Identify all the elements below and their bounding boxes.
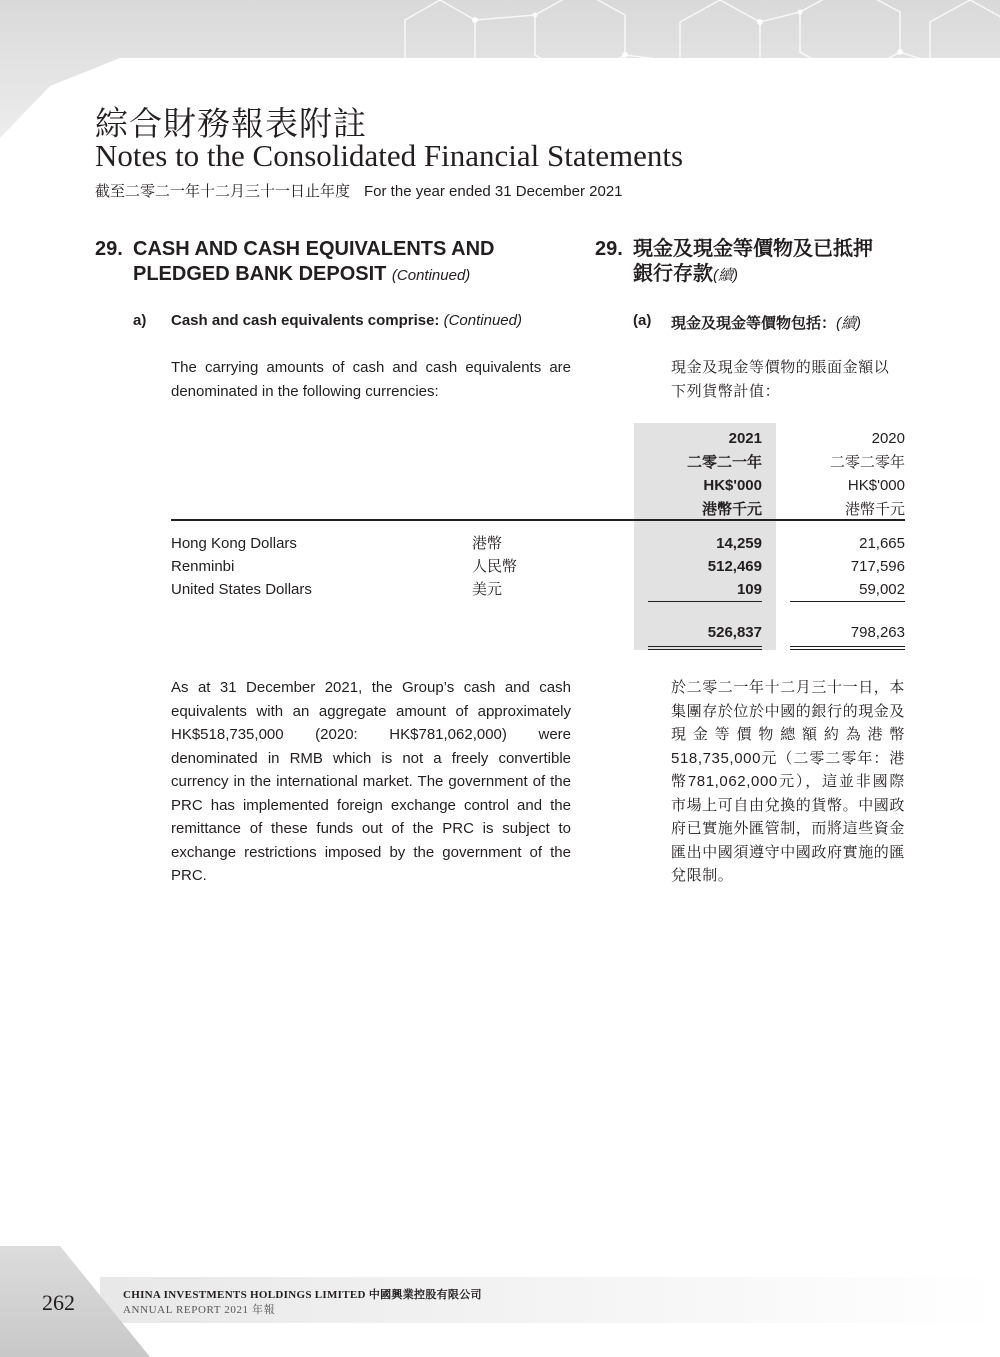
intro-paragraph-zh xyxy=(671,356,905,403)
period-en: For the year ended 31 December 2021 xyxy=(364,183,623,200)
intro-paragraph-en: The carrying amounts of cash and cash equivalents are denominated in the following currencies: xyxy=(171,359,571,400)
section-heading-zh xyxy=(595,237,873,288)
row-currency-en: Hong Kong Dollars xyxy=(171,535,297,552)
subtotal-rule-2020 xyxy=(790,601,905,602)
table-row xyxy=(171,555,905,579)
col-2021-year: 2021 xyxy=(728,430,762,447)
row-value-2020: 21,665 xyxy=(859,535,905,552)
subtotal-rule-2021 xyxy=(648,601,762,602)
section-title-en-line2: PLEDGED BANK DEPOSIT xyxy=(133,263,387,285)
subsection-label-zh: (a) xyxy=(633,312,652,329)
table-row xyxy=(171,578,905,602)
col-2021-unit-zh: 港幣千元 xyxy=(701,500,762,518)
total-double-rule-2021 xyxy=(648,646,762,650)
section-title-en-line1: CASH AND CASH EQUIVALENTS AND xyxy=(133,238,495,260)
total-value-2020: 798,263 xyxy=(850,624,905,641)
col-2020-year: 2020 xyxy=(871,430,905,447)
row-value-2021: 14,259 xyxy=(716,535,762,552)
column-header-2020 xyxy=(780,427,905,521)
intro-zh-line2: 下列貨幣計值： xyxy=(671,382,781,400)
section-title-zh-line1: 現金及現金等價物及已抵押 xyxy=(633,238,873,260)
note-paragraph-en: As at 31 December 2021, the Group’s cash and cash equivalents with an aggregate amount of approximately HK$518,735,000 (2020: HK$781,062,000) were denominated in RMB which is not a freely convertible currency in the international market. The government of the PRC has implemented foreign exchange control and the remittance of these funds out of the PRC is subject to exchange restrictions imposed by the government of the PRC. xyxy=(171,679,571,884)
page-title-en: Notes to the Consolidated Financial Statements xyxy=(95,138,684,173)
total-value-2021: 526,837 xyxy=(707,624,762,641)
section-continued-en: (Continued) xyxy=(391,267,471,284)
row-currency-zh: 人民幣 xyxy=(472,558,518,575)
table-header-rule xyxy=(171,519,905,521)
section-continued-zh: (續) xyxy=(713,267,738,284)
total-double-rule-2020 xyxy=(790,646,905,650)
section-number-zh: 29. xyxy=(595,238,623,260)
row-value-2021: 512,469 xyxy=(707,558,762,575)
section-number: 29. xyxy=(95,238,123,260)
section-title-zh-line2: 銀行存款 xyxy=(633,263,713,285)
col-2020-unit: HK$'000 xyxy=(847,477,905,494)
table-total-row xyxy=(171,621,905,645)
subsection-label-en: a) xyxy=(133,312,147,329)
column-header-2021 xyxy=(640,427,762,521)
subsection-heading-en xyxy=(171,312,522,329)
col-2021-year-zh: 二零二一年 xyxy=(686,453,762,471)
row-currency-en: Renminbi xyxy=(171,558,235,575)
row-currency-zh: 美元 xyxy=(472,581,503,598)
period-zh: 截至二零二一年十二月三十一日止年度 xyxy=(95,183,351,200)
subsection-heading-zh xyxy=(671,312,861,333)
intro-zh-line1: 現金及現金等價物的賬面金額以 xyxy=(671,359,890,376)
page-number: 262 xyxy=(42,1290,75,1315)
row-currency-zh: 港幣 xyxy=(472,535,503,552)
subsection-continued-en: (Continued) xyxy=(443,312,522,329)
row-value-2020: 717,596 xyxy=(850,558,905,575)
subsection-heading-en-text: Cash and cash equivalents comprise: xyxy=(171,312,440,329)
col-2021-unit: HK$'000 xyxy=(703,477,762,494)
section-heading-en xyxy=(95,237,495,288)
page-title-zh: 綜合財務報表附註 xyxy=(95,104,367,143)
footer-report-name: ANNUAL REPORT 2021 年報 xyxy=(123,1304,276,1316)
footer-company-name: CHINA INVESTMENTS HOLDINGS LIMITED 中國興業控股有限公司 xyxy=(123,1289,482,1301)
row-value-2020: 59,002 xyxy=(859,581,905,598)
table-row xyxy=(171,532,905,556)
note-paragraph-zh: 於二零二一年十二月三十一日，本集團存於位於中國的銀行的現金及現金等價物總額約為港幣518,735,000元（二零二零年：港幣781,062,000元），這並非國際市場上可自由兌換的貨幣。中國政府已實施外匯管制，而將這些資金匯出中國須遵守中國政府實施的匯兌限制。 xyxy=(671,679,906,884)
row-value-2021: 109 xyxy=(736,581,762,598)
period-subtitle xyxy=(95,180,623,201)
col-2020-year-zh: 二零二零年 xyxy=(829,453,905,471)
row-currency-en: United States Dollars xyxy=(171,581,312,598)
subsection-continued-zh: (續) xyxy=(836,315,862,332)
subsection-heading-zh-text: 現金及現金等價物包括： xyxy=(671,315,837,332)
col-2020-unit-zh: 港幣千元 xyxy=(844,500,905,518)
